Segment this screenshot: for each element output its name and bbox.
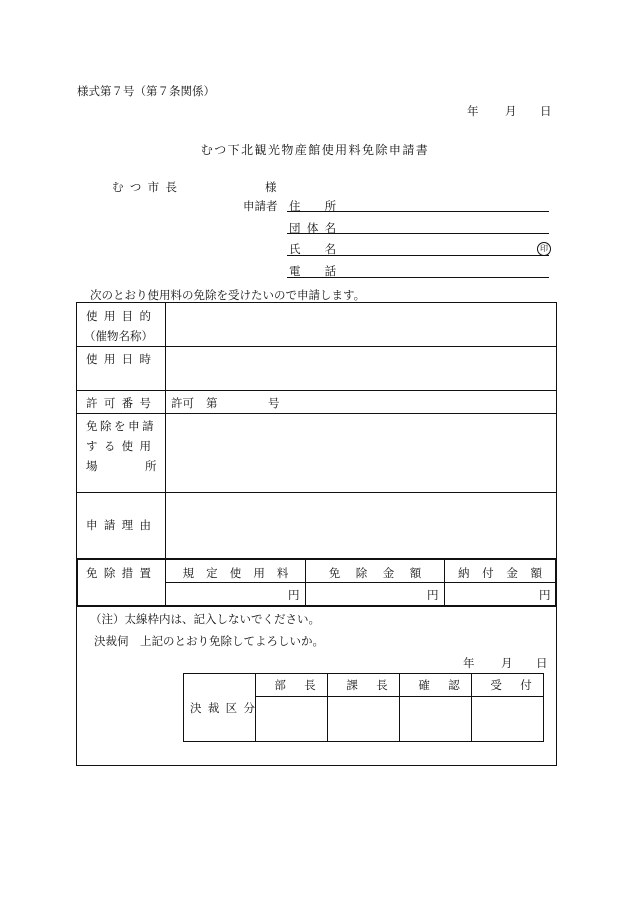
header-kacho: 課長 xyxy=(346,678,407,692)
date-day: 日 xyxy=(540,104,552,118)
purpose-sublabel: （催物名称） xyxy=(84,329,153,343)
pay-column-header: 納付金額 xyxy=(458,566,555,580)
form-number: 様式第７号（第７条関係） xyxy=(77,84,215,98)
addressee: むつ市長 xyxy=(112,180,184,194)
place-label-1: 免除を申請 xyxy=(86,419,157,433)
reason-label: 申請理由 xyxy=(86,518,158,532)
pay-yen: 円 xyxy=(539,588,551,602)
applicant-name-label: 氏 名 xyxy=(289,242,343,256)
purpose-label: 使用目的 xyxy=(86,309,158,323)
applicant-label: 申請者 xyxy=(243,199,278,213)
approval-date-month: 月 xyxy=(501,656,513,670)
applicant-phone-label: 電 話 xyxy=(289,264,343,278)
header-kakunin: 確認 xyxy=(418,678,479,692)
exemption-label: 免除措置 xyxy=(86,566,158,580)
approval-date-year: 年 xyxy=(463,656,475,670)
honorific: 様 xyxy=(265,180,277,194)
fee-yen: 円 xyxy=(288,588,300,602)
fee-column-header: 規定使用料 xyxy=(182,566,301,580)
exempt-column-header: 免除金額 xyxy=(328,566,437,580)
permit-prefix: 許可 xyxy=(171,396,194,410)
intro-text: 次のとおり使用料の免除を受けたいので申請します。 xyxy=(90,288,366,302)
approval-category-label: 決裁区分 xyxy=(190,701,262,715)
address-underline xyxy=(287,211,549,212)
date-month: 月 xyxy=(505,104,517,118)
applicant-address-label: 住 所 xyxy=(289,199,343,213)
permit-go: 号 xyxy=(268,396,280,410)
permit-label: 許可番号 xyxy=(86,396,158,410)
approval-date-day: 日 xyxy=(536,656,548,670)
permit-dai: 第 xyxy=(206,396,218,410)
header-uketsuke: 受付 xyxy=(490,678,551,692)
applicant-group-label: 団体名 xyxy=(289,221,343,235)
phone-underline xyxy=(287,277,549,278)
seal-mark: 印 xyxy=(537,242,551,256)
date-year: 年 xyxy=(467,104,479,118)
group-underline xyxy=(287,233,549,234)
approval-request: 決裁伺 上記のとおり免除してよろしいか。 xyxy=(94,634,324,648)
place-label-2: する使用 xyxy=(86,439,158,453)
exempt-yen: 円 xyxy=(427,588,439,602)
place-label-3a: 場 xyxy=(86,459,98,473)
document-title: むつ下北観光物産館使用料免除申請書 xyxy=(200,143,430,157)
datetime-label: 使用日時 xyxy=(86,352,158,366)
header-bucho: 部長 xyxy=(274,678,335,692)
note: （注）太線枠内は、記入しないでください。 xyxy=(90,612,320,626)
place-label-3b: 所 xyxy=(145,459,157,473)
name-underline xyxy=(287,255,549,256)
